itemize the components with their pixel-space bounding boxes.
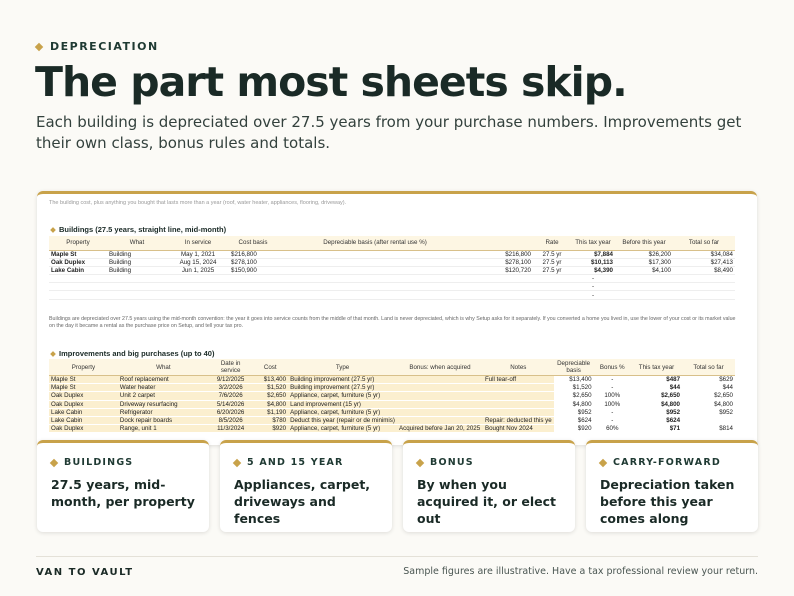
table-cell: $814 bbox=[682, 425, 735, 433]
table-row bbox=[49, 376, 735, 384]
table-cell bbox=[397, 384, 483, 392]
table-cell bbox=[483, 392, 554, 400]
table-cell bbox=[397, 392, 483, 400]
table-cell bbox=[473, 283, 533, 291]
diamond-bullet-icon bbox=[416, 458, 424, 466]
table-row bbox=[49, 266, 735, 274]
table-cell bbox=[673, 283, 735, 291]
card-buildings bbox=[37, 440, 209, 532]
table-cell: $1,520 bbox=[554, 384, 594, 392]
table-cell: 100% bbox=[594, 400, 631, 408]
table-cell: $1,520 bbox=[252, 384, 288, 392]
table-cell: 60% bbox=[594, 425, 631, 433]
column-header: Bonus: when acquired bbox=[397, 359, 483, 376]
table-cell: Full tear-off bbox=[483, 376, 554, 384]
table-cell: - bbox=[594, 408, 631, 416]
table-cell: Deduct this year (repair or de minimis) bbox=[290, 417, 395, 425]
buildings-table bbox=[49, 236, 735, 300]
empty-table-row bbox=[49, 283, 735, 291]
table-cell bbox=[397, 376, 483, 384]
table-cell: Dock repair boards bbox=[118, 416, 209, 424]
table-cell: $13,400 bbox=[252, 376, 288, 384]
table-cell: $624 bbox=[554, 416, 594, 424]
table-cell: $624 bbox=[631, 416, 682, 424]
table-cell: Acquired before Jan 20, 2025 bbox=[397, 425, 483, 433]
column-header: Total so far bbox=[673, 236, 735, 250]
table-cell: $7,884 bbox=[571, 250, 615, 258]
empty-table-row bbox=[49, 275, 735, 283]
card-label: 5 AND 15 YEAR bbox=[247, 457, 344, 468]
table-cell bbox=[167, 283, 229, 291]
table-cell: Oak Duplex bbox=[49, 258, 107, 266]
table-cell: $2,650 bbox=[631, 392, 682, 400]
table-cell: $4,100 bbox=[615, 266, 673, 274]
table-cell bbox=[533, 283, 571, 291]
table-cell: Roof replacement bbox=[118, 376, 209, 384]
table-cell: Appliance, carpet, furniture (5 yr) bbox=[288, 425, 397, 433]
table-cell: $4,800 bbox=[682, 400, 735, 408]
table-cell: $71 bbox=[631, 425, 682, 433]
table-cell: Appliance, carpet, furniture (5 yr) bbox=[288, 392, 397, 400]
card-text: Appliances, carpet, driveways and fences bbox=[234, 477, 371, 526]
diamond-bullet-icon bbox=[233, 458, 241, 466]
table-row bbox=[49, 392, 735, 400]
table-cell bbox=[277, 266, 473, 274]
table-cell bbox=[615, 291, 673, 299]
table-cell: $120,720 bbox=[473, 266, 533, 274]
table-cell bbox=[615, 275, 673, 283]
table-cell: Building bbox=[107, 258, 167, 266]
table-cell: 11/3/2024 bbox=[209, 425, 253, 433]
table-cell bbox=[107, 283, 167, 291]
table-cell: $44 bbox=[682, 384, 735, 392]
table-cell: $920 bbox=[554, 425, 594, 433]
table-cell: Lake Cabin bbox=[49, 408, 118, 416]
table-cell: Building improvement (27.5 yr) bbox=[288, 384, 397, 392]
table-cell: $8,490 bbox=[673, 266, 735, 274]
table-cell bbox=[167, 275, 229, 283]
feature-cards bbox=[37, 440, 757, 532]
table-row bbox=[49, 416, 735, 424]
table-cell: Water heater bbox=[118, 384, 209, 392]
improvements-table bbox=[49, 359, 735, 433]
spreadsheet-preview bbox=[37, 191, 757, 445]
table-cell: May 1, 2021 bbox=[167, 250, 229, 258]
table-cell bbox=[277, 291, 473, 299]
table-cell: Lake Cabin bbox=[49, 416, 118, 424]
table-cell: $150,900 bbox=[229, 266, 277, 274]
card-text: By when you acquired it, or elect out bbox=[417, 477, 557, 526]
card-label: BUILDINGS bbox=[64, 457, 134, 468]
table-cell: Maple St bbox=[49, 376, 118, 384]
table-cell bbox=[483, 384, 554, 392]
column-header: Before this year bbox=[615, 236, 673, 250]
table-cell: $952 bbox=[682, 408, 735, 416]
table-cell bbox=[682, 416, 735, 424]
card-label: BONUS bbox=[430, 457, 474, 468]
brand-name: VAN TO VAULT bbox=[36, 567, 134, 578]
table-cell: - bbox=[594, 416, 631, 424]
table-cell: $4,800 bbox=[252, 400, 288, 408]
table-cell bbox=[673, 275, 735, 283]
table-cell: Oak Duplex bbox=[49, 400, 118, 408]
table-cell bbox=[49, 291, 107, 299]
footer-disclaimer: Sample figures are illustrative. Have a tax professional review your return. bbox=[403, 566, 758, 577]
table-cell: 100% bbox=[594, 392, 631, 400]
table-row bbox=[49, 400, 735, 408]
table-cell bbox=[277, 258, 473, 266]
column-header: Depreciable basis bbox=[554, 359, 594, 376]
table-cell: Building bbox=[107, 250, 167, 258]
card-bonus bbox=[403, 440, 575, 532]
buildings-section-heading bbox=[51, 225, 226, 234]
table-cell: 5/14/2026 bbox=[209, 400, 253, 408]
table-cell: 6/20/2026 bbox=[209, 408, 253, 416]
table-cell: 27.5 yr bbox=[533, 258, 571, 266]
table-row bbox=[49, 408, 735, 416]
column-header: Cost basis bbox=[229, 236, 277, 250]
improvements-header-row bbox=[49, 359, 735, 376]
table-cell: $27,413 bbox=[673, 258, 735, 266]
column-header: Notes bbox=[483, 359, 554, 376]
table-cell: Unit 2 carpet bbox=[118, 392, 209, 400]
table-cell: Lake Cabin bbox=[49, 266, 107, 274]
table-cell: 8/5/2026 bbox=[209, 416, 253, 424]
table-cell: $2,650 bbox=[682, 392, 735, 400]
table-cell bbox=[615, 283, 673, 291]
table-cell: Aug 15, 2024 bbox=[167, 258, 229, 266]
column-header: Property bbox=[49, 359, 118, 376]
table-cell: Building improvement (27.5 yr) bbox=[288, 376, 397, 384]
table-cell: $26,200 bbox=[615, 250, 673, 258]
section-eyebrow bbox=[36, 40, 159, 53]
table-cell: $952 bbox=[554, 408, 594, 416]
table-cell: $278,100 bbox=[229, 258, 277, 266]
column-header: Rate bbox=[533, 236, 571, 250]
table-cell: Appliance, carpet, furniture (5 yr) bbox=[288, 408, 397, 416]
empty-table-row bbox=[49, 291, 735, 299]
table-cell bbox=[107, 291, 167, 299]
diamond-bullet-icon bbox=[50, 458, 58, 466]
diamond-bullet-icon bbox=[599, 458, 607, 466]
table-cell: Building bbox=[107, 266, 167, 274]
table-cell bbox=[397, 408, 483, 416]
table-cell: $4,800 bbox=[554, 400, 594, 408]
table-cell: $278,100 bbox=[473, 258, 533, 266]
table-cell: $216,800 bbox=[473, 250, 533, 258]
table-cell: $4,390 bbox=[571, 266, 615, 274]
diamond-bullet-icon bbox=[50, 351, 56, 357]
card-5-and-15-year bbox=[220, 440, 392, 532]
column-header: What bbox=[118, 359, 209, 376]
card-text: 27.5 years, mid-month, per property bbox=[51, 477, 195, 509]
table-cell: $10,113 bbox=[571, 258, 615, 266]
table-cell: Refrigerator bbox=[118, 408, 209, 416]
buildings-header-row bbox=[49, 236, 735, 250]
column-header bbox=[473, 236, 533, 250]
empty-dash: - bbox=[571, 291, 615, 299]
table-cell: $2,650 bbox=[554, 392, 594, 400]
table-cell: Oak Duplex bbox=[49, 425, 118, 433]
table-row bbox=[49, 425, 735, 433]
table-cell: - bbox=[594, 384, 631, 392]
table-cell bbox=[107, 275, 167, 283]
table-cell: $1,190 bbox=[252, 408, 288, 416]
table-cell bbox=[397, 416, 483, 424]
table-cell bbox=[473, 291, 533, 299]
table-cell: Range, unit 1 bbox=[118, 425, 209, 433]
card-text: Depreciation taken before this year comes along bbox=[600, 477, 735, 526]
table-cell: $2,650 bbox=[252, 392, 288, 400]
table-cell: $629 bbox=[682, 376, 735, 384]
table-row bbox=[49, 258, 735, 266]
diamond-bullet-icon bbox=[50, 227, 56, 233]
table-cell: 9/12/2025 bbox=[209, 376, 253, 384]
column-header: Bonus % bbox=[594, 359, 631, 376]
table-cell: $34,084 bbox=[673, 250, 735, 258]
table-cell bbox=[673, 291, 735, 299]
table-cell bbox=[167, 291, 229, 299]
page-subtitle: Each building is depreciated over 27.5 years from your purchase numbers. Improvements get their own class, bonus rules and totals. bbox=[36, 113, 742, 152]
table-cell bbox=[229, 291, 277, 299]
table-cell bbox=[533, 275, 571, 283]
buildings-heading-label: Buildings (27.5 years, straight line, mid-month) bbox=[59, 225, 227, 234]
card-carry-forward bbox=[586, 440, 758, 532]
table-cell: $4,800 bbox=[631, 400, 682, 408]
buildings-note: Buildings are depreciated over 27.5 years using the mid-month convention: the year it goes into service counts from the middle of that month. Land is never depreciated, which is why Setup asks for it separately. If you converted a home you lived in, use the lower of your cost or its market value on the day it became a rental as the purchase price on Setup, and tell your tax pro. bbox=[49, 316, 736, 329]
table-cell bbox=[49, 275, 107, 283]
table-cell: - bbox=[594, 376, 631, 384]
table-cell: Jun 1, 2025 bbox=[167, 266, 229, 274]
column-header: Cost bbox=[252, 359, 288, 376]
table-cell: Maple St bbox=[49, 384, 118, 392]
table-cell: Oak Duplex bbox=[49, 392, 118, 400]
column-header: What bbox=[107, 236, 167, 250]
table-cell: $13,400 bbox=[554, 376, 594, 384]
table-cell: 3/2/2026 bbox=[209, 384, 253, 392]
table-cell: 27.5 yr bbox=[533, 250, 571, 258]
table-cell bbox=[277, 275, 473, 283]
empty-dash: - bbox=[571, 275, 615, 283]
improvements-section-heading bbox=[51, 349, 214, 358]
improvements-heading-label: Improvements and big purchases (up to 40) bbox=[59, 349, 215, 358]
table-cell: Land improvement (15 yr) bbox=[288, 400, 397, 408]
table-cell: Maple St bbox=[49, 250, 107, 258]
footer-divider bbox=[36, 556, 758, 557]
diamond-bullet-icon bbox=[35, 42, 43, 50]
card-label: CARRY-FORWARD bbox=[613, 457, 721, 468]
table-cell bbox=[533, 291, 571, 299]
table-cell: 7/6/2026 bbox=[209, 392, 253, 400]
table-cell: Repair: deducted this ye bbox=[484, 417, 552, 425]
column-header: Date in service bbox=[209, 359, 253, 376]
table-cell bbox=[277, 250, 473, 258]
eyebrow-label: DEPRECIATION bbox=[50, 40, 159, 53]
table-cell: $920 bbox=[252, 425, 288, 433]
table-cell: Driveway resurfacing bbox=[118, 400, 209, 408]
table-cell: $952 bbox=[631, 408, 682, 416]
table-cell bbox=[49, 283, 107, 291]
table-cell bbox=[483, 400, 554, 408]
column-header: Property bbox=[49, 236, 107, 250]
column-header: Depreciable basis (after rental use %) bbox=[277, 236, 473, 250]
table-cell bbox=[397, 400, 483, 408]
table-cell: $780 bbox=[252, 416, 288, 424]
table-cell: $17,300 bbox=[615, 258, 673, 266]
table-cell: $487 bbox=[631, 376, 682, 384]
column-header: Total so far bbox=[682, 359, 735, 376]
column-header: In service bbox=[167, 236, 229, 250]
table-cell bbox=[473, 275, 533, 283]
column-header: Type bbox=[288, 359, 397, 376]
table-row bbox=[49, 250, 735, 258]
sheet-top-text: The building cost, plus anything you bought that lasts more than a year (roof, water heater, appliances, flooring, driveway). bbox=[49, 200, 347, 206]
table-cell: $216,800 bbox=[229, 250, 277, 258]
table-cell: 27.5 yr bbox=[533, 266, 571, 274]
empty-dash: - bbox=[571, 283, 615, 291]
column-header: This tax year bbox=[571, 236, 615, 250]
table-cell bbox=[229, 275, 277, 283]
table-row bbox=[49, 384, 735, 392]
table-cell bbox=[277, 283, 473, 291]
column-header: This tax year bbox=[631, 359, 682, 376]
table-cell: $44 bbox=[631, 384, 682, 392]
table-cell: Bought Nov 2024 bbox=[483, 425, 554, 433]
table-cell bbox=[229, 283, 277, 291]
page-title: The part most sheets skip. bbox=[35, 58, 627, 106]
table-cell bbox=[483, 408, 554, 416]
